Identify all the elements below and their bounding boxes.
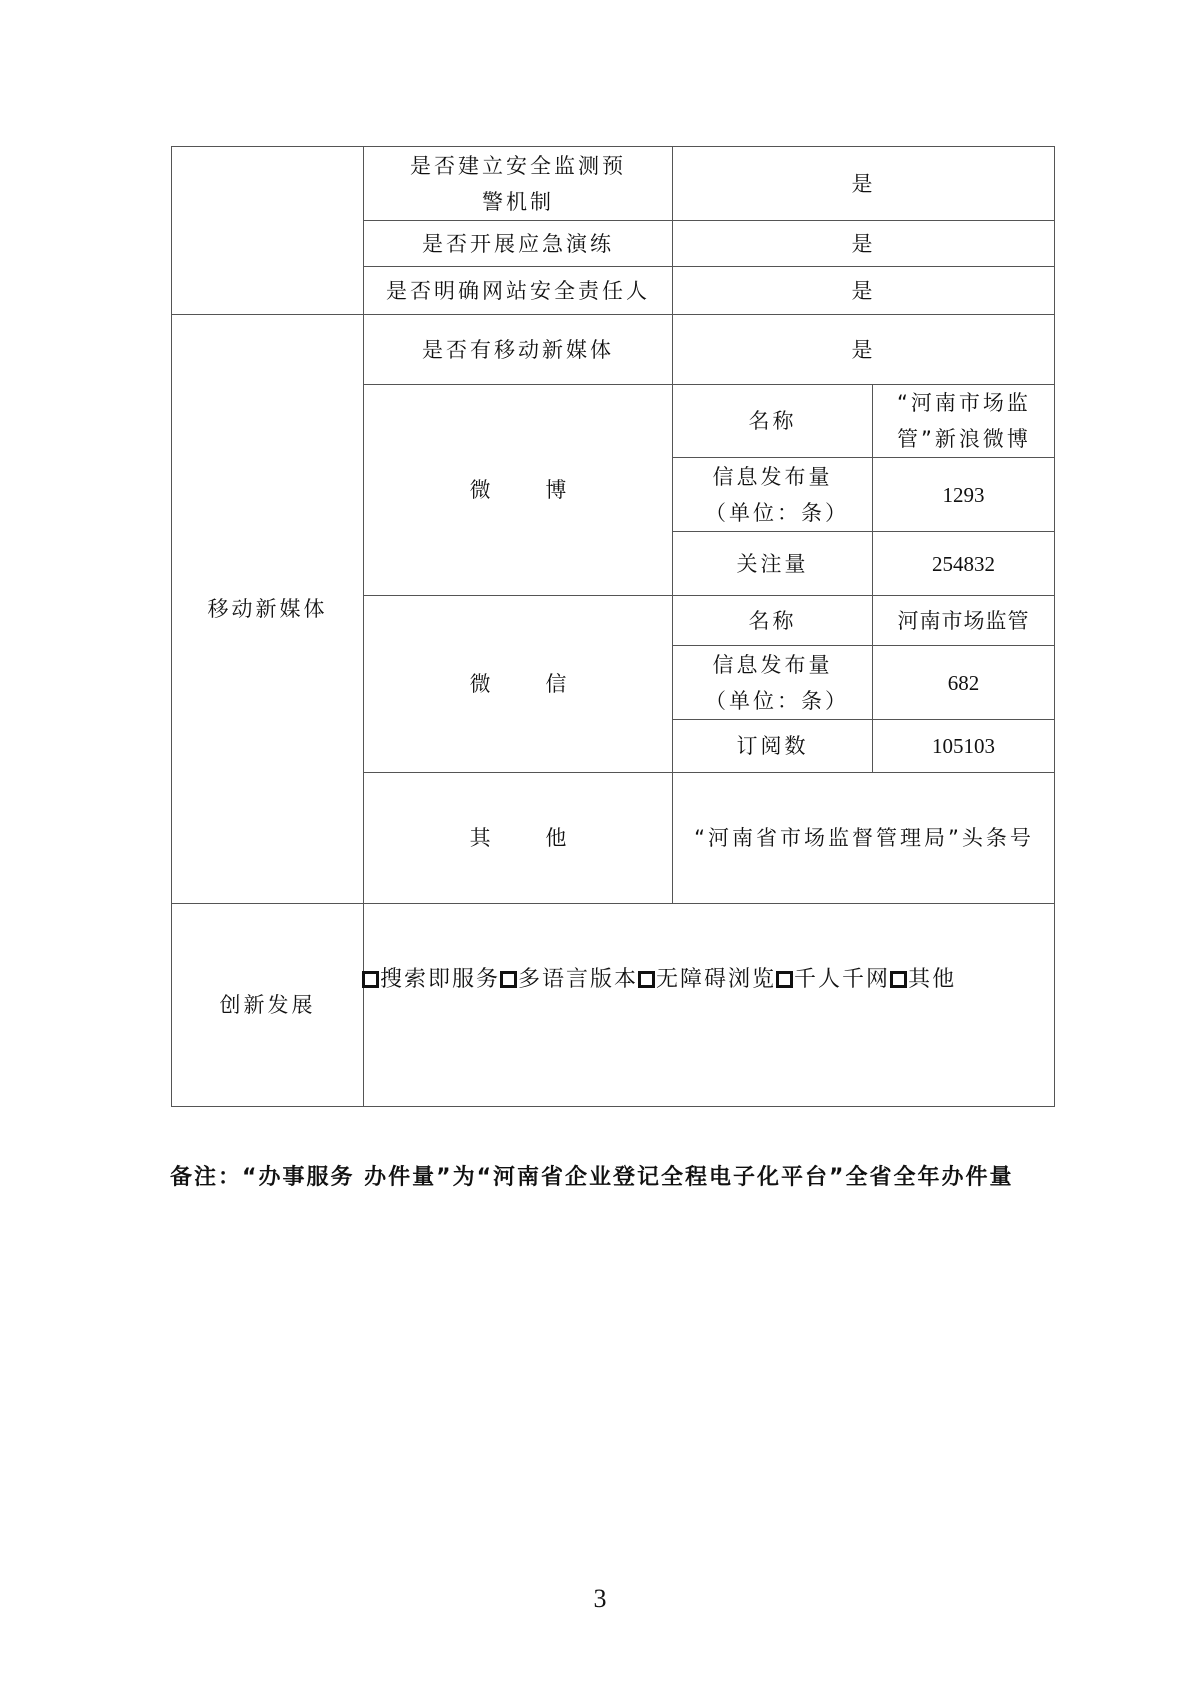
has-mobile-value: 是 xyxy=(851,337,876,362)
weixin-name-value: 河南市场监管 xyxy=(897,608,1030,633)
option-label: 无障碍浏览 xyxy=(656,967,777,992)
checkbox-personalized[interactable] xyxy=(776,971,793,988)
weixin-label: 微 信 xyxy=(469,672,591,696)
option-label: 其他 xyxy=(908,967,957,992)
security-label-monitoring: 是否建立安全监测预警机制 xyxy=(410,153,626,214)
weixin-posts-label: 信息发布量（单位：条） xyxy=(705,652,849,713)
weibo-label: 微 博 xyxy=(469,478,591,502)
checkbox-accessibility[interactable] xyxy=(638,971,655,988)
security-label-drill: 是否开展应急演练 xyxy=(422,231,614,256)
has-mobile-label: 是否有移动新媒体 xyxy=(422,337,614,362)
security-value-monitoring: 是 xyxy=(851,171,876,196)
other-label: 其 他 xyxy=(469,826,591,850)
checkbox-search-service[interactable] xyxy=(362,971,379,988)
other-value: “河南省市场监督管理局”头条号 xyxy=(694,826,1034,850)
weibo-name-value: “河南市场监管”新浪微博 xyxy=(897,391,1031,451)
mobile-section-label: 移动新媒体 xyxy=(207,597,328,621)
security-value-drill: 是 xyxy=(851,231,876,256)
innovation-options xyxy=(362,962,1062,993)
weibo-followers-label: 关注量 xyxy=(736,551,809,576)
weixin-posts-value: 682 xyxy=(947,670,980,695)
option-label: 多语言版本 xyxy=(518,967,639,992)
table-border-bottom xyxy=(171,1106,1055,1107)
footnote: 备注：“办事服务 办件量”为“河南省企业登记全程电子化平台”全省全年办件量 xyxy=(170,1165,1014,1190)
weixin-name-label: 名称 xyxy=(748,608,797,633)
option-label: 千人千网 xyxy=(794,967,891,992)
checkbox-multilingual[interactable] xyxy=(500,971,517,988)
checkbox-other[interactable] xyxy=(890,971,907,988)
security-value-responsible: 是 xyxy=(851,278,876,303)
weibo-followers-value: 254832 xyxy=(932,551,995,576)
weixin-subscribers-value: 105103 xyxy=(932,734,995,758)
innovation-label: 创新发展 xyxy=(219,993,316,1017)
page-number: 3 xyxy=(593,1584,607,1613)
option-label: 搜索即服务 xyxy=(380,967,501,992)
weibo-name-label: 名称 xyxy=(748,409,797,433)
weixin-subscribers-label: 订阅数 xyxy=(736,734,809,758)
security-label-responsible: 是否明确网站安全责任人 xyxy=(386,278,650,303)
weibo-posts-value: 1293 xyxy=(942,482,985,507)
weibo-posts-label: 信息发布量（单位：条） xyxy=(705,464,849,525)
